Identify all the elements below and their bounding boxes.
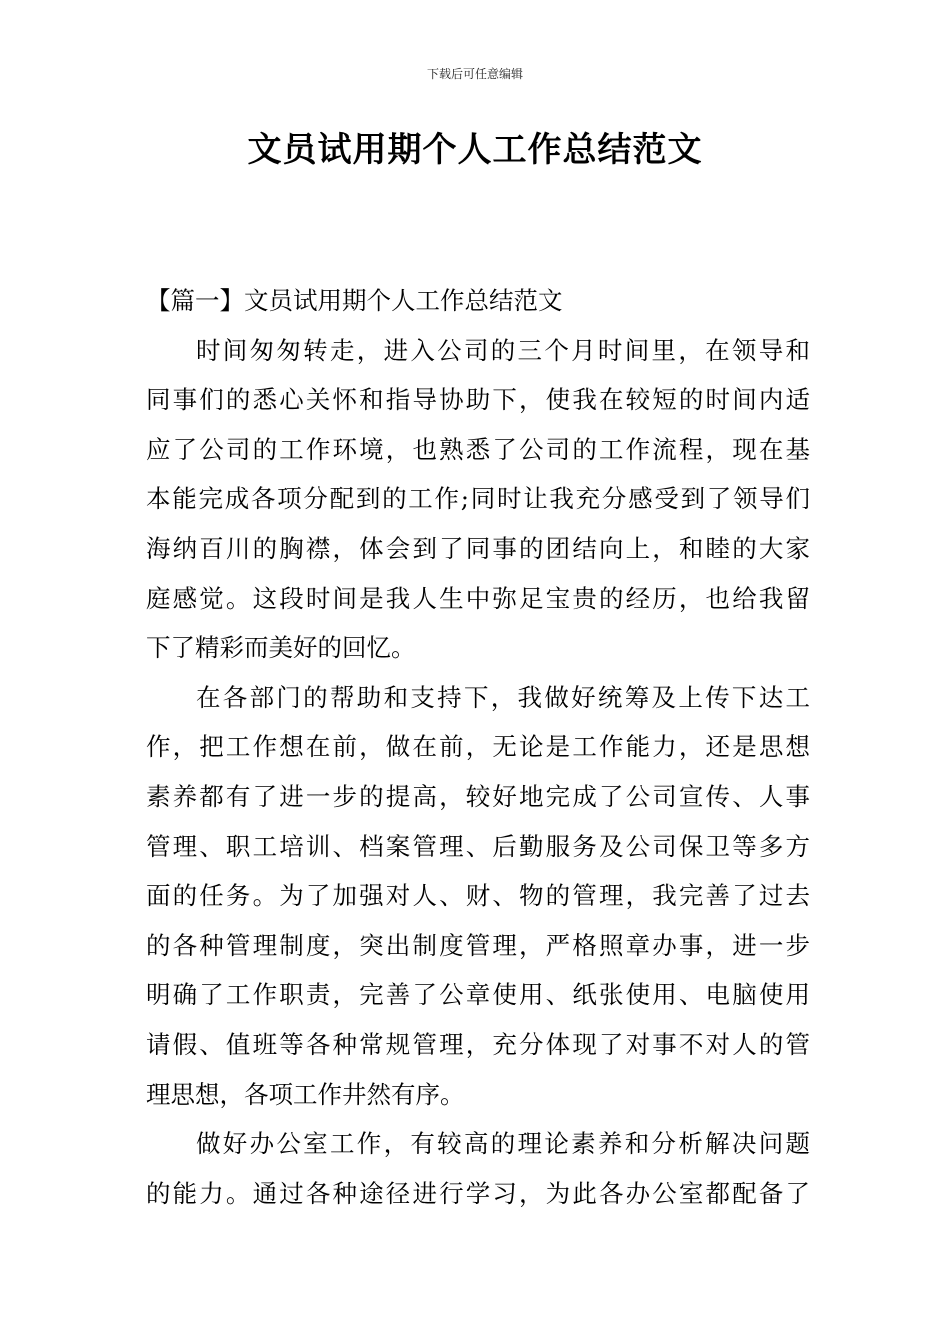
paragraph-line: 的各种管理制度，突出制度管理，严格照章办事，进一步 (146, 930, 810, 960)
paragraph-line: 时间匆匆转走，进入公司的三个月时间里，在领导和 (196, 335, 810, 365)
paragraph-line: 做好办公室工作，有较高的理论素养和分析解决问题 (196, 1129, 810, 1159)
header-note: 下载后可任意编辑 (426, 67, 523, 81)
paragraph-line: 本能完成各项分配到的工作;同时让我充分感受到了领导们 (146, 484, 810, 514)
document-body (146, 276, 810, 1218)
paragraph-line: 理思想，各项工作井然有序。 (146, 1079, 465, 1109)
paragraph-line: 明确了工作职责，完善了公章使用、纸张使用、电脑使用 (146, 980, 810, 1010)
paragraph-line: 海纳百川的胸襟，体会到了同事的团结向上，和睦的大家 (146, 533, 810, 563)
paragraph-line: 素养都有了进一步的提高，较好地完成了公司宣传、人事 (146, 781, 810, 811)
paragraph-2 (146, 673, 810, 1119)
paragraph-line: 在各部门的帮助和支持下，我做好统筹及上传下达工 (196, 682, 810, 712)
section-heading: 【篇一】文员试用期个人工作总结范文 (146, 286, 563, 315)
paragraph-line: 同事们的悉心关怀和指导协助下，使我在较短的时间内适 (146, 385, 810, 415)
paragraph-line: 应了公司的工作环境，也熟悉了公司的工作流程，现在基 (146, 434, 810, 464)
paragraph-line: 庭感觉。这段时间是我人生中弥足宝贵的经历，也给我留 (146, 583, 810, 613)
paragraph-1 (146, 326, 810, 673)
paragraph-line: 的能力。通过各种途径进行学习，为此各办公室都配备了 (146, 1178, 810, 1208)
paragraph-line: 请假、值班等各种常规管理，充分体现了对事不对人的管 (146, 1029, 810, 1059)
document-title: 文员试用期个人工作总结范文 (247, 130, 703, 170)
paragraph-line: 管理、职工培训、档案管理、后勤服务及公司保卫等多方 (146, 831, 810, 861)
paragraph-line: 下了精彩而美好的回忆。 (146, 633, 416, 663)
paragraph-3 (146, 1119, 810, 1218)
paragraph-line: 作，把工作想在前，做在前，无论是工作能力，还是思想 (146, 732, 810, 762)
paragraph-line: 面的任务。为了加强对人、财、物的管理，我完善了过去 (146, 881, 810, 911)
